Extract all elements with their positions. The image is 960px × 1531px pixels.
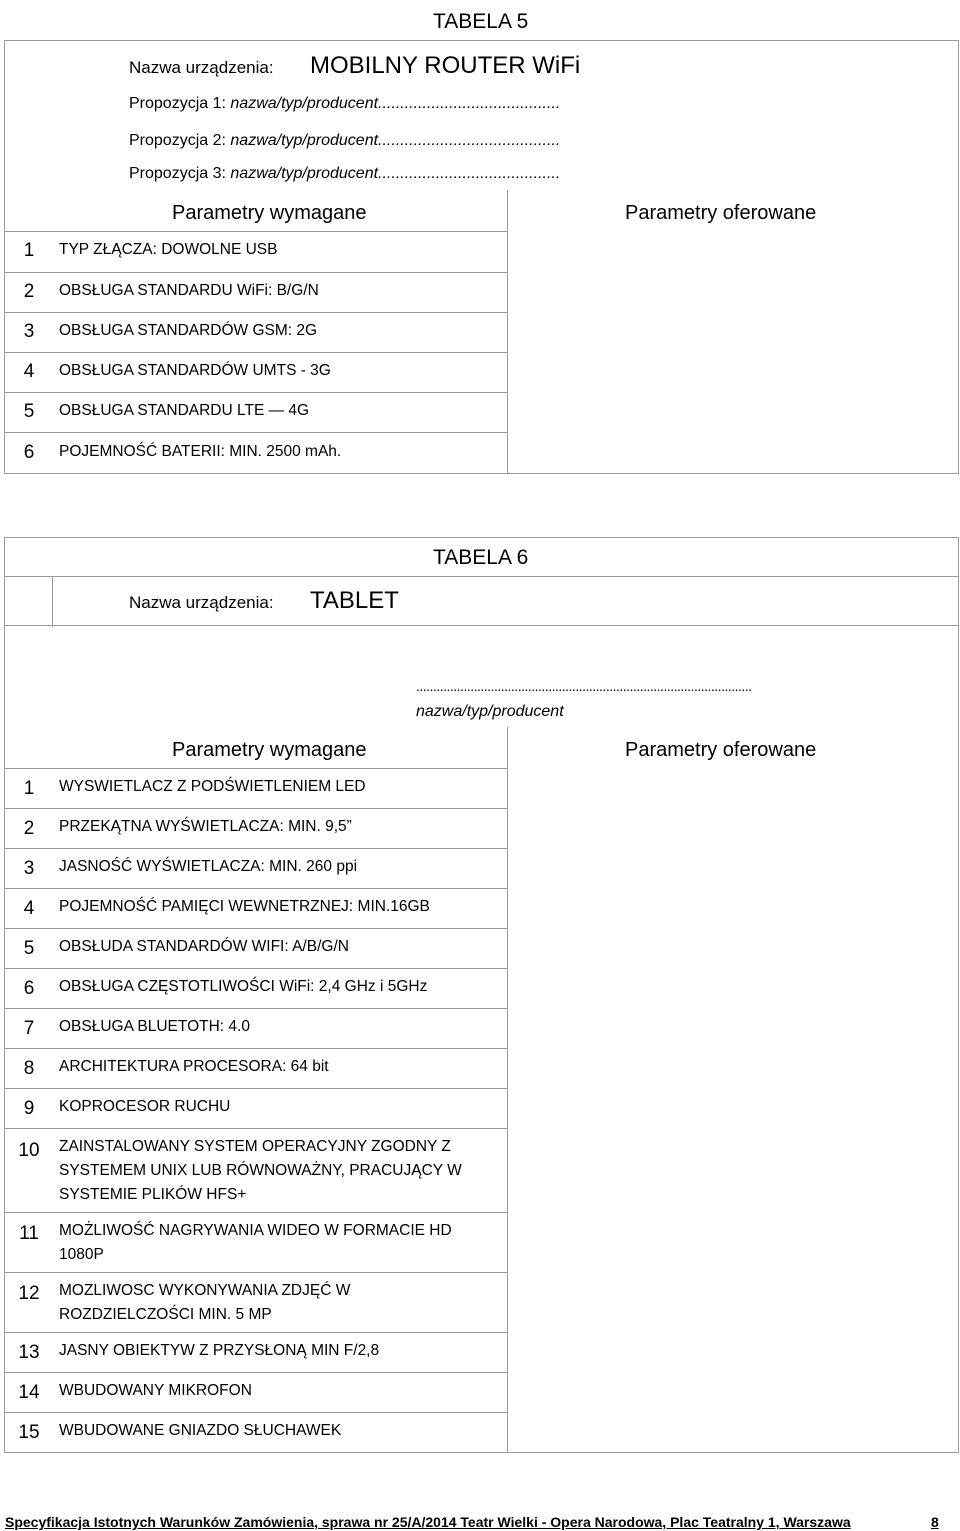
row-number: 9 [23, 1098, 35, 1119]
row-requirement: WYSWIETLACZ Z PODŚWIETLENIEM LED [59, 778, 366, 795]
table6-proposal [416, 703, 564, 721]
row-requirement: WBUDOWANE GNIAZDO SŁUCHAWEK [59, 1422, 342, 1439]
row-number: 10 [18, 1140, 40, 1161]
row-requirement: WBUDOWANY MIKROFON [59, 1382, 252, 1399]
row-number: 6 [23, 978, 35, 999]
row-requirement: OBSŁUGA STANDARDÓW GSM: 2G [59, 322, 318, 339]
table5-proposal-1 [129, 95, 560, 113]
row-requirement: OBSŁUGA BLUETOTH: 4.0 [59, 1018, 250, 1035]
row-number: 5 [23, 401, 35, 422]
row-number: 12 [18, 1283, 40, 1304]
table6-col-required: Parametry wymagane [172, 739, 367, 761]
row-requirement: POJEMNOŚĆ BATERII: MIN. 2500 mAh. [59, 443, 342, 460]
row-requirement: ARCHITEKTURA PROCESORA: 64 bit [59, 1058, 329, 1075]
row-requirement: PRZEKĄTNA WYŚWIETLACZA: MIN. 9,5” [59, 818, 352, 835]
row-requirement: POJEMNOŚĆ PAMIĘCI WEWNETRZNEJ: MIN.16GB [59, 898, 430, 915]
row-number: 11 [19, 1223, 39, 1244]
table6-device-name: TABLET [310, 587, 399, 614]
row-number: 5 [23, 938, 35, 959]
row-number: 15 [18, 1422, 40, 1443]
row-requirement: KOPROCESOR RUCHU [59, 1098, 231, 1115]
page-number: 8 [931, 1514, 939, 1530]
row-number: 13 [18, 1342, 40, 1363]
row-requirement: OBSŁUGA STANDARDU LTE — 4G [59, 402, 310, 419]
proposal-value: nazwa/typ/producent......................................... [230, 95, 561, 112]
row-requirement: OBSŁUGA STANDARDÓW UMTS - 3G [59, 362, 331, 379]
proposal-label: Propozycja 2: [129, 132, 226, 149]
table5-proposal-3 [129, 165, 560, 183]
footer-text: Specyfikacja Istotnych Warunków Zamówienia, sprawa nr 25/A/2014 Teatr Wielki - Opera Narodowa, Plac Teatralny 1, Warszawa [5, 1514, 851, 1530]
row-number: 2 [23, 818, 35, 839]
row-requirement: OBSŁUGA CZĘSTOTLIWOŚCI WiFi: 2,4 GHz i 5GHz [59, 978, 428, 995]
table5-col-offered: Parametry oferowane [625, 202, 817, 224]
row-requirement: TYP ZŁĄCZA: DOWOLNE USB [59, 241, 278, 258]
row-number: 1 [23, 778, 35, 799]
row-number: 14 [18, 1382, 40, 1403]
row-requirement: JASNY OBIEKTYW Z PRZYSŁONĄ MIN F/2,8 [59, 1342, 380, 1359]
proposal-value: nazwa/typ/producent [416, 703, 564, 720]
proposal-value: nazwa/typ/producent......................................... [230, 132, 561, 149]
row-number: 1 [23, 240, 35, 261]
table6-proposal-dots: ................................................................................................... [416, 678, 752, 694]
row-number: 4 [23, 361, 35, 382]
proposal-label: Propozycja 1: [129, 95, 226, 112]
row-requirement: OBSŁUDA STANDARDÓW WIFI: A/B/G/N [59, 938, 349, 955]
row-requirement: ZAINSTALOWANY SYSTEM OPERACYJNY ZGODNY Z SYSTEMEM UNIX LUB RÓWNOWAŻNY, PRACUJĄCY W SYSTEMIE PLIKÓW HFS+ [59, 1138, 462, 1203]
row-number: 2 [23, 281, 35, 302]
table5-col-required: Parametry wymagane [172, 202, 367, 224]
table6-col-offered: Parametry oferowane [625, 739, 817, 761]
proposal-value: nazwa/typ/producent......................................... [230, 165, 561, 182]
table6-device-label: Nazwa urządzenia: [129, 593, 274, 612]
row-requirement: OBSŁUGA STANDARDU WiFi: B/G/N [59, 282, 319, 299]
row-requirement: MOZLIWOSC WYKONYWANIA ZDJĘĆ W ROZDZIELCZOŚCI MIN. 5 MP [59, 1282, 351, 1323]
row-number: 7 [23, 1018, 35, 1039]
proposal-label: Propozycja 3: [129, 165, 226, 182]
row-number: 6 [23, 442, 35, 463]
table5-proposal-2 [129, 132, 560, 150]
row-requirement: JASNOŚĆ WYŚWIETLACZA: MIN. 260 ppi [59, 858, 358, 875]
row-requirement: MOŻLIWOŚĆ NAGRYWANIA WIDEO W FORMACIE HD 1080P [59, 1222, 452, 1263]
row-number: 3 [23, 858, 35, 879]
row-number: 3 [23, 321, 35, 342]
table5-title: TABELA 5 [433, 10, 529, 33]
row-number: 8 [23, 1058, 35, 1079]
table5-device-name: MOBILNY ROUTER WiFi [310, 52, 581, 79]
table6-title: TABELA 6 [433, 546, 529, 569]
row-number: 4 [23, 898, 35, 919]
table5-device-label: Nazwa urządzenia: [129, 58, 274, 77]
